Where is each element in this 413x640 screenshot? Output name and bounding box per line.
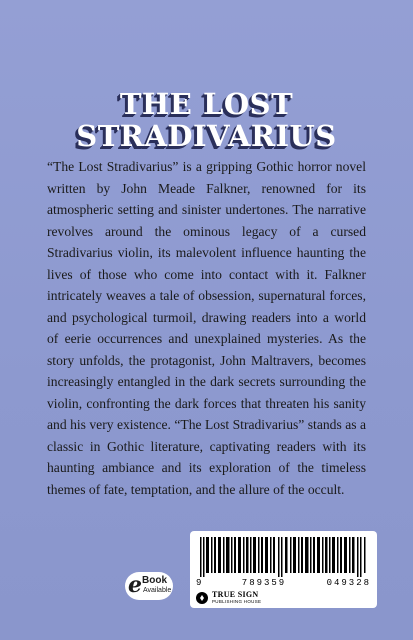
ebook-available-badge — [125, 572, 173, 600]
publisher-emblem-icon — [196, 592, 208, 604]
ebook-available-text: Available — [143, 587, 172, 594]
book-title-line-1: THE LOST — [119, 87, 294, 121]
ebook-e-letter: e — [128, 572, 142, 598]
book-title-line-2: STRADIVARIUS — [76, 119, 337, 153]
ebook-word: Book — [142, 575, 167, 586]
isbn-digits — [196, 578, 371, 588]
book-blurb: “The Lost Stradivarius” is a gripping Gothic horror novel written by John Meade Falkner, renowned for its atmospheric setting and sinister undertones. The narrative revolves around the ominous legacy of a cursed Stradivarius violin, its malevolent influence haunting the lives of those who come into contact with it. Falkner intricately weaves a tale of obsession, supernatural forces, and psychological turmoil, drawing readers into a world of eerie occurrences and unexplained mysteries. As the story unfolds, the protagonist, John Maltravers, becomes increasingly entangled in the dark secrets surrounding the violin, confronting the dark forces that threaten his sanity and his very existence. “The Lost Stradivarius” stands as a classic in Gothic literature, captivating readers with its haunting ambiance and its exploration of the timeless themes of fate, temptation, and the allure of the occult. — [47, 159, 366, 497]
isbn-barcode-icon — [200, 537, 366, 577]
publisher-name: TRUE SIGN — [212, 590, 259, 599]
isbn-group-1: 789359 — [241, 578, 287, 588]
isbn-group-2: 049328 — [326, 578, 371, 588]
barcode-panel — [190, 531, 377, 608]
isbn-lead-digit: 9 — [196, 578, 202, 588]
publisher-logo — [196, 591, 261, 605]
publisher-subtitle: PUBLISHING HOUSE — [212, 599, 262, 604]
